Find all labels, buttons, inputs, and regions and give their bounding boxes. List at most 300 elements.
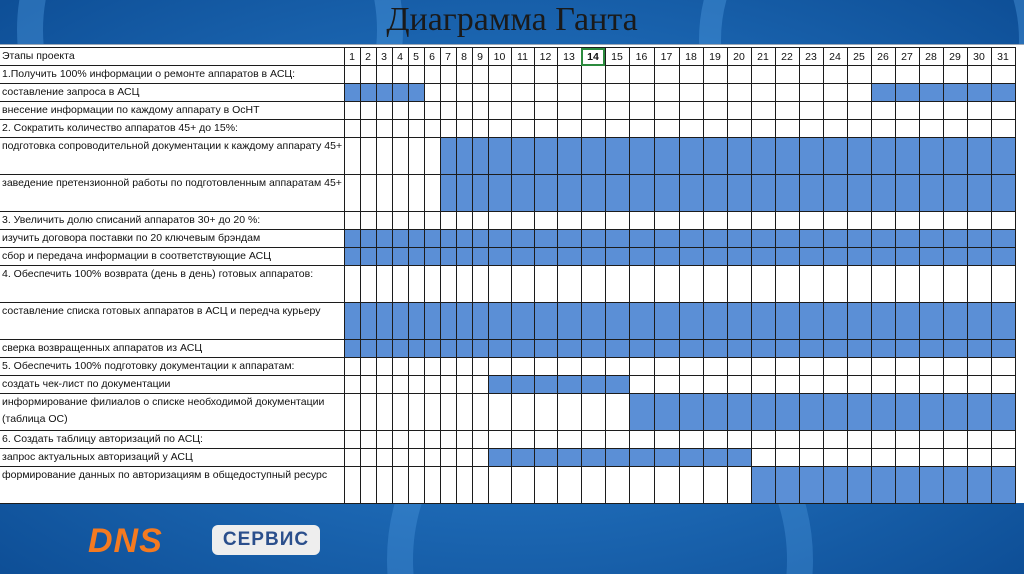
gantt-cell <box>727 66 751 84</box>
gantt-cell <box>943 212 967 230</box>
gantt-cell <box>823 120 847 138</box>
gantt-cell <box>472 376 488 394</box>
gantt-bar-cell <box>472 303 488 340</box>
gantt-cell <box>456 376 472 394</box>
gantt-bar-cell <box>654 449 679 467</box>
task-label: подготовка сопроводительной документации к каждому аппарату 45+ <box>0 138 344 175</box>
gantt-bar-cell <box>408 248 424 266</box>
gantt-bar-cell <box>605 449 629 467</box>
gantt-bar-cell <box>991 175 1015 212</box>
gantt-bar-cell <box>534 376 557 394</box>
day-header-2: 2 <box>360 48 376 66</box>
gantt-cell <box>511 431 534 449</box>
gantt-cell <box>360 212 376 230</box>
gantt-cell <box>823 376 847 394</box>
gantt-cell <box>967 431 991 449</box>
gantt-cell <box>557 266 581 303</box>
task-row <box>0 230 1015 248</box>
gantt-cell <box>799 358 823 376</box>
day-header-3: 3 <box>376 48 392 66</box>
gantt-cell <box>943 120 967 138</box>
gantt-cell <box>629 84 654 102</box>
gantt-bar-cell <box>775 175 799 212</box>
task-group-row <box>0 66 1015 84</box>
task-group-label: 1.Получить 100% информации о ремонте аппаратов в АСЦ: <box>0 66 344 84</box>
gantt-cell <box>376 138 392 175</box>
gantt-bar-cell <box>799 138 823 175</box>
gantt-cell <box>408 66 424 84</box>
gantt-cell <box>895 266 919 303</box>
gantt-bar-cell <box>679 175 703 212</box>
gantt-bar-cell <box>967 230 991 248</box>
gantt-cell <box>472 449 488 467</box>
gantt-bar-cell <box>703 340 727 358</box>
gantt-bar-cell <box>440 138 456 175</box>
gantt-cell <box>424 120 440 138</box>
day-header-20: 20 <box>727 48 751 66</box>
gantt-bar-cell <box>581 175 605 212</box>
gantt-cell <box>799 84 823 102</box>
gantt-cell <box>751 266 775 303</box>
gantt-cell <box>703 376 727 394</box>
gantt-cell <box>943 431 967 449</box>
gantt-bar-cell <box>847 303 871 340</box>
gantt-bar-cell <box>654 340 679 358</box>
gantt-cell <box>629 212 654 230</box>
gantt-cell <box>679 376 703 394</box>
gantt-cell <box>679 84 703 102</box>
gantt-cell <box>654 358 679 376</box>
gantt-bar-cell <box>360 340 376 358</box>
gantt-cell <box>376 212 392 230</box>
gantt-cell <box>392 431 408 449</box>
gantt-bar-cell <box>424 303 440 340</box>
task-row <box>0 248 1015 266</box>
gantt-bar-cell <box>392 84 408 102</box>
gantt-cell <box>344 467 360 504</box>
gantt-cell <box>344 376 360 394</box>
gantt-cell <box>751 120 775 138</box>
gantt-bar-cell <box>991 138 1015 175</box>
task-row <box>0 376 1015 394</box>
gantt-bar-cell <box>751 340 775 358</box>
gantt-bar-cell <box>654 138 679 175</box>
gantt-bar-cell <box>703 303 727 340</box>
gantt-bar-cell <box>967 467 991 504</box>
gantt-cell <box>703 84 727 102</box>
gantt-cell <box>654 467 679 504</box>
gantt-bar-cell <box>919 175 943 212</box>
gantt-cell <box>360 394 376 431</box>
gantt-cell <box>654 84 679 102</box>
gantt-bar-cell <box>703 248 727 266</box>
gantt-cell <box>751 431 775 449</box>
gantt-bar-cell <box>895 303 919 340</box>
task-row <box>0 340 1015 358</box>
gantt-cell <box>727 358 751 376</box>
task-group-row <box>0 120 1015 138</box>
gantt-bar-cell <box>847 248 871 266</box>
gantt-bar-cell <box>919 467 943 504</box>
gantt-cell <box>751 449 775 467</box>
day-header-1: 1 <box>344 48 360 66</box>
gantt-cell <box>472 358 488 376</box>
gantt-bar-cell <box>424 230 440 248</box>
gantt-cell <box>392 120 408 138</box>
gantt-cell <box>823 431 847 449</box>
gantt-cell <box>871 212 895 230</box>
gantt-cell <box>654 66 679 84</box>
gantt-bar-cell <box>823 467 847 504</box>
gantt-cell <box>919 66 943 84</box>
gantt-bar-cell <box>511 340 534 358</box>
gantt-cell <box>605 212 629 230</box>
gantt-cell <box>967 120 991 138</box>
gantt-cell <box>629 102 654 120</box>
gantt-cell <box>605 431 629 449</box>
gantt-bar-cell <box>679 340 703 358</box>
gantt-cell <box>424 212 440 230</box>
gantt-cell <box>424 376 440 394</box>
gantt-bar-cell <box>871 175 895 212</box>
gantt-cell <box>991 212 1015 230</box>
gantt-bar-cell <box>823 340 847 358</box>
gantt-bar-cell <box>344 84 360 102</box>
gantt-bar-cell <box>344 303 360 340</box>
gantt-bar-cell <box>654 248 679 266</box>
gantt-bar-cell <box>727 340 751 358</box>
task-group-label: 4. Обеспечить 100% возврата (день в день) готовых аппаратов: <box>0 266 344 303</box>
gantt-cell <box>344 266 360 303</box>
gantt-bar-cell <box>557 175 581 212</box>
gantt-cell <box>440 376 456 394</box>
gantt-cell <box>727 120 751 138</box>
gantt-cell <box>408 266 424 303</box>
gantt-cell <box>919 120 943 138</box>
gantt-bar-cell <box>605 138 629 175</box>
gantt-bar-cell <box>488 449 511 467</box>
task-label: составление списка готовых аппаратов в АСЦ и передча курьеру <box>0 303 344 340</box>
task-group-row <box>0 358 1015 376</box>
gantt-cell <box>605 84 629 102</box>
gantt-cell <box>967 449 991 467</box>
task-row <box>0 467 1015 504</box>
gantt-cell <box>679 120 703 138</box>
gantt-cell <box>919 212 943 230</box>
gantt-cell <box>895 212 919 230</box>
gantt-bar-cell <box>847 138 871 175</box>
task-label: изучить договора поставки по 20 ключевым брэндам <box>0 230 344 248</box>
gantt-cell <box>823 358 847 376</box>
gantt-cell <box>534 120 557 138</box>
gantt-cell <box>847 66 871 84</box>
gantt-bar-cell <box>629 175 654 212</box>
task-row <box>0 175 1015 212</box>
gantt-bar-cell <box>360 248 376 266</box>
gantt-cell <box>871 66 895 84</box>
task-group-label: 3. Увеличить долю списаний аппаратов 30+ до 20 %: <box>0 212 344 230</box>
gantt-cell <box>919 376 943 394</box>
gantt-bar-cell <box>871 248 895 266</box>
gantt-cell <box>360 175 376 212</box>
gantt-bar-cell <box>408 303 424 340</box>
day-header-27: 27 <box>895 48 919 66</box>
gantt-cell <box>534 212 557 230</box>
gantt-cell <box>847 449 871 467</box>
gantt-cell <box>392 66 408 84</box>
gantt-bar-cell <box>991 340 1015 358</box>
gantt-bar-cell <box>823 230 847 248</box>
gantt-cell <box>895 66 919 84</box>
gantt-cell <box>943 266 967 303</box>
gantt-cell <box>392 376 408 394</box>
gantt-cell <box>511 84 534 102</box>
gantt-bar-cell <box>408 340 424 358</box>
gantt-cell <box>847 212 871 230</box>
gantt-cell <box>751 102 775 120</box>
gantt-bar-cell <box>823 138 847 175</box>
gantt-bar-cell <box>727 230 751 248</box>
gantt-cell <box>472 66 488 84</box>
gantt-bar-cell <box>967 303 991 340</box>
gantt-cell <box>581 120 605 138</box>
gantt-cell <box>440 212 456 230</box>
gantt-cell <box>488 212 511 230</box>
gantt-cell <box>360 138 376 175</box>
gantt-bar-cell <box>919 340 943 358</box>
gantt-cell <box>823 66 847 84</box>
gantt-cell <box>360 376 376 394</box>
gantt-cell <box>424 175 440 212</box>
gantt-cell <box>581 102 605 120</box>
gantt-cell <box>440 358 456 376</box>
gantt-cell <box>408 102 424 120</box>
gantt-bar-cell <box>703 138 727 175</box>
gantt-bar-cell <box>799 303 823 340</box>
gantt-bar-cell <box>799 248 823 266</box>
gantt-cell <box>424 66 440 84</box>
gantt-cell <box>488 102 511 120</box>
gantt-cell <box>799 120 823 138</box>
gantt-bar-cell <box>991 230 1015 248</box>
gantt-cell <box>991 120 1015 138</box>
gantt-bar-cell <box>408 84 424 102</box>
gantt-bar-cell <box>871 230 895 248</box>
gantt-bar-cell <box>456 138 472 175</box>
gantt-bar-cell <box>344 230 360 248</box>
gantt-bar-cell <box>919 230 943 248</box>
day-header-12: 12 <box>534 48 557 66</box>
gantt-cell <box>895 431 919 449</box>
gantt-cell <box>534 394 557 431</box>
gantt-cell <box>376 467 392 504</box>
task-row <box>0 449 1015 467</box>
gantt-cell <box>472 467 488 504</box>
gantt-cell <box>895 120 919 138</box>
gantt-bar-cell <box>847 467 871 504</box>
gantt-cell <box>799 266 823 303</box>
gantt-bar-cell <box>799 467 823 504</box>
gantt-cell <box>679 358 703 376</box>
gantt-cell <box>775 358 799 376</box>
gantt-bar-cell <box>488 138 511 175</box>
gantt-cell <box>534 431 557 449</box>
day-header-7: 7 <box>440 48 456 66</box>
gantt-cell <box>871 449 895 467</box>
gantt-cell <box>511 66 534 84</box>
gantt-bar-cell <box>488 175 511 212</box>
gantt-cell <box>344 120 360 138</box>
gantt-bar-cell <box>703 394 727 431</box>
gantt-bar-cell <box>943 230 967 248</box>
gantt-cell <box>629 66 654 84</box>
gantt-cell <box>360 431 376 449</box>
gantt-cell <box>440 394 456 431</box>
gantt-cell <box>392 358 408 376</box>
gantt-bar-cell <box>727 175 751 212</box>
gantt-cell <box>440 102 456 120</box>
day-header-29: 29 <box>943 48 967 66</box>
gantt-bar-cell <box>456 340 472 358</box>
gantt-bar-cell <box>392 303 408 340</box>
gantt-cell <box>424 138 440 175</box>
gantt-bar-cell <box>895 175 919 212</box>
task-row <box>0 84 1015 102</box>
gantt-bar-cell <box>581 138 605 175</box>
gantt-bar-cell <box>943 394 967 431</box>
gantt-cell <box>488 358 511 376</box>
gantt-cell <box>654 431 679 449</box>
gantt-bar-cell <box>511 138 534 175</box>
gantt-cell <box>823 449 847 467</box>
logo-dns-text: DNS <box>88 522 163 560</box>
gantt-cell <box>799 102 823 120</box>
gantt-cell <box>823 212 847 230</box>
gantt-bar-cell <box>629 449 654 467</box>
gantt-cell <box>456 449 472 467</box>
gantt-cell <box>344 394 360 431</box>
gantt-bar-cell <box>488 230 511 248</box>
gantt-bar-cell <box>511 449 534 467</box>
gantt-cell <box>991 66 1015 84</box>
gantt-bar-cell <box>895 467 919 504</box>
gantt-bar-cell <box>344 340 360 358</box>
gantt-bar-cell <box>629 248 654 266</box>
gantt-cell <box>654 102 679 120</box>
gantt-cell <box>511 266 534 303</box>
gantt-cell <box>456 394 472 431</box>
gantt-cell <box>376 66 392 84</box>
gantt-cell <box>823 84 847 102</box>
gantt-bar-cell <box>799 230 823 248</box>
gantt-cell <box>534 467 557 504</box>
gantt-cell <box>472 394 488 431</box>
gantt-cell <box>408 467 424 504</box>
gantt-cell <box>488 266 511 303</box>
gantt-bar-cell <box>967 248 991 266</box>
gantt-cell <box>605 266 629 303</box>
gantt-bar-cell <box>424 248 440 266</box>
gantt-bar-cell <box>919 303 943 340</box>
gantt-cell <box>895 102 919 120</box>
gantt-cell <box>511 467 534 504</box>
gantt-bar-cell <box>823 394 847 431</box>
gantt-cell <box>679 102 703 120</box>
gantt-bar-cell <box>895 340 919 358</box>
gantt-bar-cell <box>511 230 534 248</box>
gantt-cell <box>440 266 456 303</box>
gantt-cell <box>727 266 751 303</box>
gantt-cell <box>799 376 823 394</box>
gantt-cell <box>511 120 534 138</box>
gantt-bar-cell <box>360 230 376 248</box>
gantt-bar-cell <box>392 248 408 266</box>
gantt-cell <box>823 102 847 120</box>
gantt-bar-cell <box>823 248 847 266</box>
gantt-cell <box>967 102 991 120</box>
gantt-cell <box>727 212 751 230</box>
day-header-13: 13 <box>557 48 581 66</box>
gantt-bar-cell <box>727 138 751 175</box>
gantt-cell <box>871 120 895 138</box>
gantt-cell <box>440 467 456 504</box>
day-header-14: 14 <box>581 48 605 66</box>
gantt-cell <box>943 376 967 394</box>
gantt-bar-cell <box>847 394 871 431</box>
day-header-6: 6 <box>424 48 440 66</box>
gantt-cell <box>943 449 967 467</box>
gantt-cell <box>605 102 629 120</box>
gantt-cell <box>751 212 775 230</box>
gantt-bar-cell <box>440 175 456 212</box>
gantt-cell <box>775 449 799 467</box>
gantt-cell <box>581 394 605 431</box>
gantt-bar-cell <box>392 340 408 358</box>
gantt-cell <box>919 102 943 120</box>
task-label: составление запроса в АСЦ <box>0 84 344 102</box>
gantt-bar-cell <box>376 303 392 340</box>
gantt-cell <box>472 266 488 303</box>
gantt-cell <box>344 102 360 120</box>
gantt-bar-cell <box>751 394 775 431</box>
gantt-bar-cell <box>919 394 943 431</box>
gantt-bar-cell <box>919 84 943 102</box>
gantt-cell <box>775 84 799 102</box>
day-header-5: 5 <box>408 48 424 66</box>
day-header-16: 16 <box>629 48 654 66</box>
gantt-bar-cell <box>751 248 775 266</box>
gantt-cell <box>847 84 871 102</box>
gantt-bar-cell <box>727 248 751 266</box>
gantt-cell <box>727 102 751 120</box>
gantt-cell <box>392 266 408 303</box>
gantt-cell <box>629 120 654 138</box>
gantt-bar-cell <box>871 138 895 175</box>
gantt-cell <box>424 467 440 504</box>
gantt-cell <box>605 120 629 138</box>
gantt-bar-cell <box>895 84 919 102</box>
day-header-11: 11 <box>511 48 534 66</box>
gantt-bar-cell <box>440 230 456 248</box>
gantt-bar-cell <box>871 340 895 358</box>
gantt-cell <box>919 431 943 449</box>
gantt-cell <box>799 66 823 84</box>
gantt-bar-cell <box>679 230 703 248</box>
gantt-bar-cell <box>799 394 823 431</box>
gantt-bar-cell <box>488 340 511 358</box>
gantt-bar-cell <box>847 175 871 212</box>
gantt-cell <box>991 449 1015 467</box>
